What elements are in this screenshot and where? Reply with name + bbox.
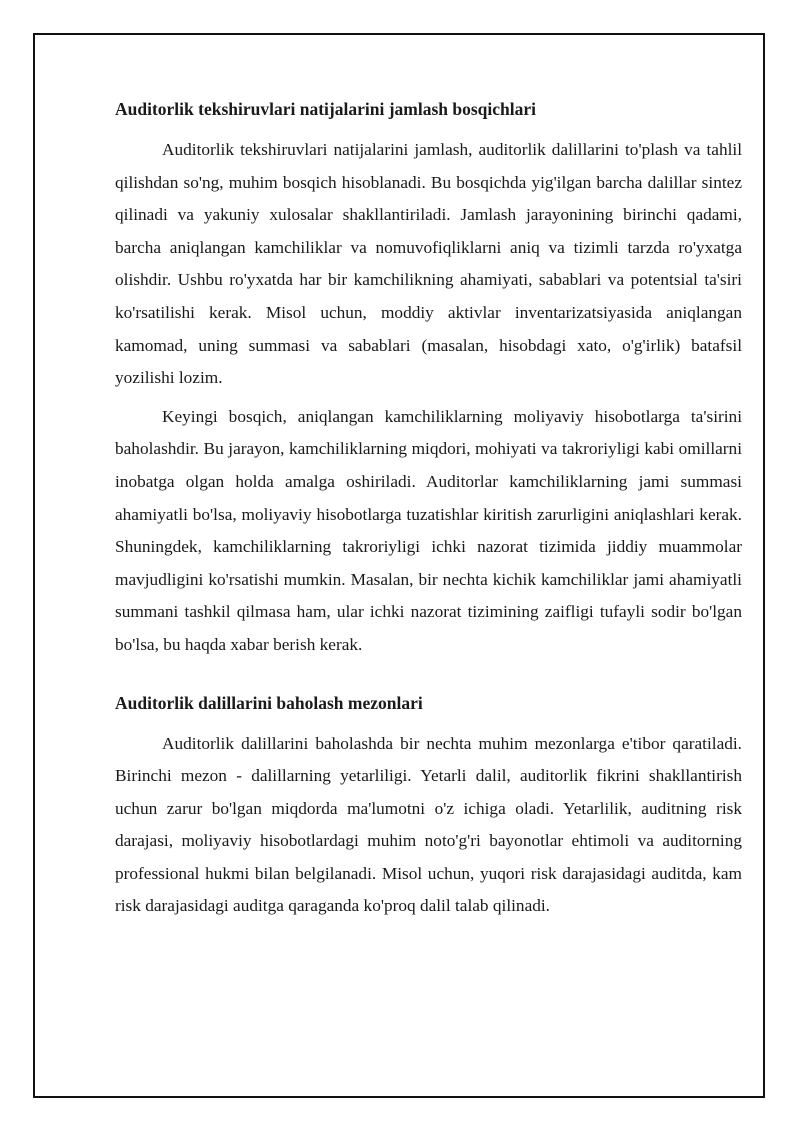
document-body (115, 97, 742, 929)
section-heading-2: Auditorlik dalillarini baholash mezonlari (115, 692, 423, 713)
paragraph-1: Auditorlik tekshiruvlari natijalarini jamlash, auditorlik dalillarini to'plash va tahlil qilishdan so'ng, muhim bosqich hisoblanadi. Bu bosqichda yig'ilgan barcha dalillar sintez qilinadi va yakuniy xulosalar shakllantiriladi. Jamlash jarayonining birinchi qadami, barcha aniqlangan kamchiliklar va nomuvofiqliklarni aniq va tizimli tarzda ro'yxatga olishdir. Ushbu ro'yxatda har bir kamchilikning ahamiyati, sabablari va potentsial ta'siri ko'rsatilishi kerak. Misol uchun, moddiy aktivlar inventarizatsiyasida aniqlangan kamomad, uning summasi va sabablari (masalan, hisobdagi xato, o'g'irlik) batafsil yozilishi lozim. (115, 140, 742, 388)
section-spacer (115, 668, 742, 691)
section-heading-1: Auditorlik tekshiruvlari natijalarini jamlash bosqichlari (115, 99, 537, 119)
paragraph-3: Auditorlik dalillarini baholashda bir nechta muhim mezonlarga e'tibor qaratiladi. Birinchi mezon - dalillarning yetarliligi. Yetarli dalil, auditorlik fikrini shakllantirish uchun zarur bo'lgan miqdorda ma'lumotni o'z ichiga oladi. Yetarlilik, auditning risk darajasi, moliyaviy hisobotlardagi muhim noto'g'ri bayonotlar ehtimoli va auditorning professional hukmi bilan belgilanadi. Misol uchun, yuqori risk darajasidagi auditda, kam risk darajasidagi auditga qaraganda ko'proq dalil talab qilinadi. (115, 733, 742, 916)
paragraph-2: Keyingi bosqich, aniqlangan kamchiliklarning moliyaviy hisobotlarga ta'sirini baholashdir. Bu jarayon, kamchiliklarning miqdori, mohiyati va takroriyligi kabi omillarni inobatga olgan holda amalga oshiriladi. Auditorlar kamchiliklarning jami summasi ahamiyatli bo'lsa, moliyaviy hisobotlarga tuzatishlar kiritish zarurligini aniqlashlari kerak. Shuningdek, kamchiliklarning takroriyligi ichki nazorat tizimida jiddiy muammolar mavjudligini ko'rsatishi mumkin. Masalan, bir nechta kichik kamchiliklar jami ahamiyatli summani tashkil qilmasa ham, ular ichki nazorat tizimining zaifligi tufayli sodir bo'lgan bo'lsa, bu haqda xabar berish kerak. (115, 406, 742, 654)
